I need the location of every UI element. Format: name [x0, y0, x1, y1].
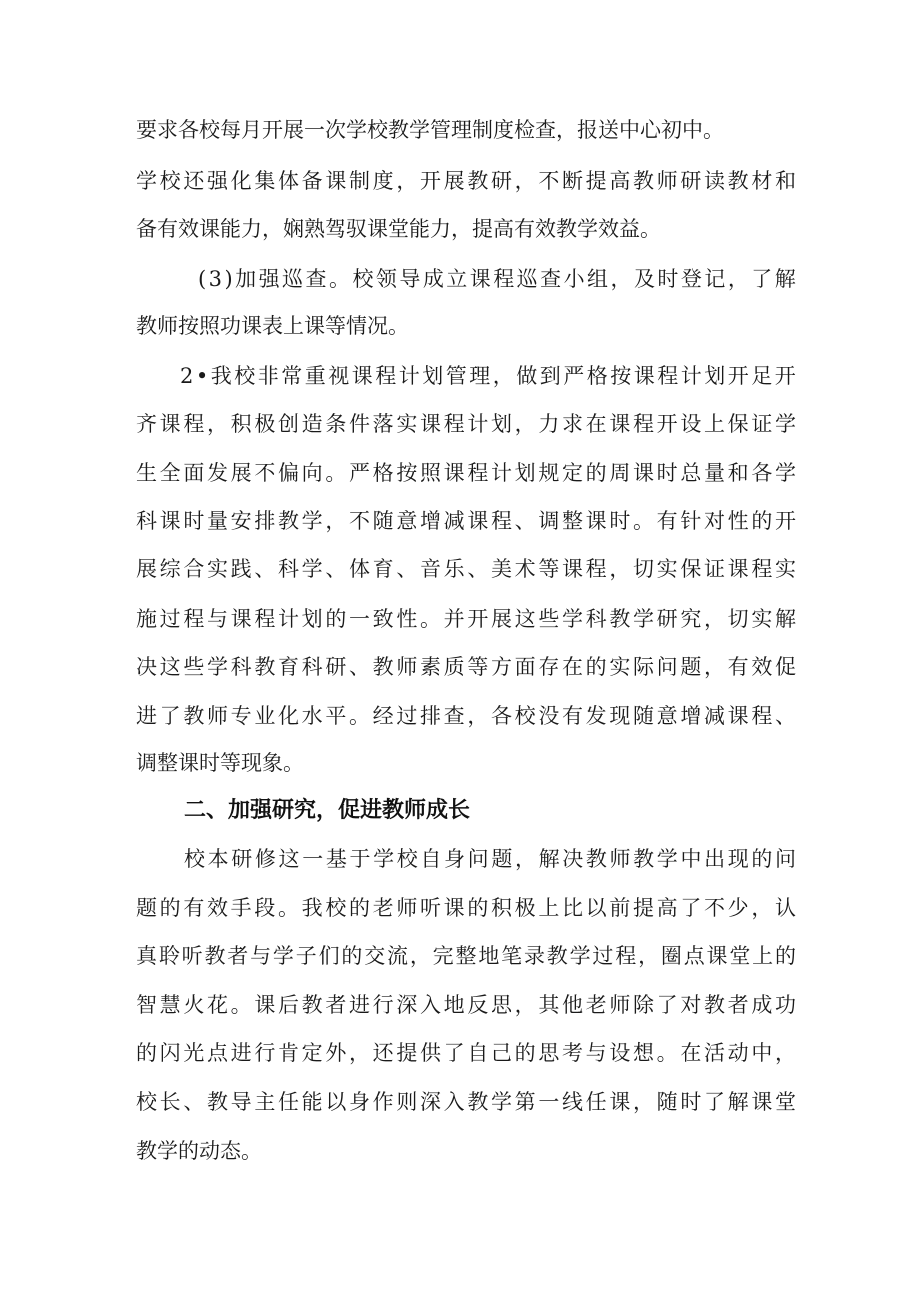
text-line: 要求各校每月开展一次学校教学管理制度检查，报送中心初中。: [136, 118, 724, 142]
text-line: 展综合实践、科学、体育、音乐、美术等课程，切实保证课程实: [136, 557, 799, 581]
text-line: 智慧火花。课后教者进行深入地反思，其他老师除了对教者成功: [136, 993, 799, 1017]
text-line: 调整课时等现象。: [136, 751, 304, 775]
text-line: 施过程与课程计划的一致性。并开展这些学科教学研究，切实解: [136, 607, 799, 631]
text-line: 题的有效手段。我校的老师听课的积极上比以前提高了不少，认: [136, 896, 799, 920]
text-line: 生全面发展不偏向。严格按照课程计划规定的周课时总量和各学: [136, 461, 799, 485]
text-line: 2•我校非常重视课程计划管理，做到严格按课程计划开足开: [180, 364, 799, 388]
text-line: 教学的动态。: [136, 1139, 262, 1163]
text-line: 的闪光点进行肯定外，还提供了自己的思考与设想。在活动中，: [136, 1041, 799, 1065]
text-line: 齐课程，积极创造条件落实课程计划，力求在课程开设上保证学: [136, 412, 799, 436]
text-line: 学校还强化集体备课制度，开展教研，不断提高教师研读教材和: [136, 169, 799, 193]
text-line: 真聆听教者与学子们的交流，完整地笔录教学过程，圈点课堂上的: [136, 944, 798, 968]
text-line: 校长、教导主任能以身作则深入教学第一线任课，随时了解课堂: [136, 1090, 799, 1114]
text-line: 进了教师专业化水平。经过排查，各校没有发现随意增减课程、: [136, 704, 799, 728]
text-line: (3)加强巡查。校领导成立课程巡查小组，及时登记，了解: [198, 267, 799, 291]
text-line: 备有效课能力，娴熟驾驭课堂能力，提高有效教学效益。: [136, 217, 661, 241]
text-line: 教师按照功课表上课等情况。: [136, 314, 409, 338]
text-line: 科课时量安排教学，不随意增减课程、调整课时。有针对性的开: [136, 509, 799, 533]
text-line: 决这些学科教育科研、教师素质等方面存在的实际问题，有效促: [136, 655, 799, 679]
text-line: 校本研修这一基于学校自身问题，解决教师教学中出现的问: [184, 847, 799, 871]
section-heading: 二、加强研究，促进教师成长: [184, 798, 471, 823]
